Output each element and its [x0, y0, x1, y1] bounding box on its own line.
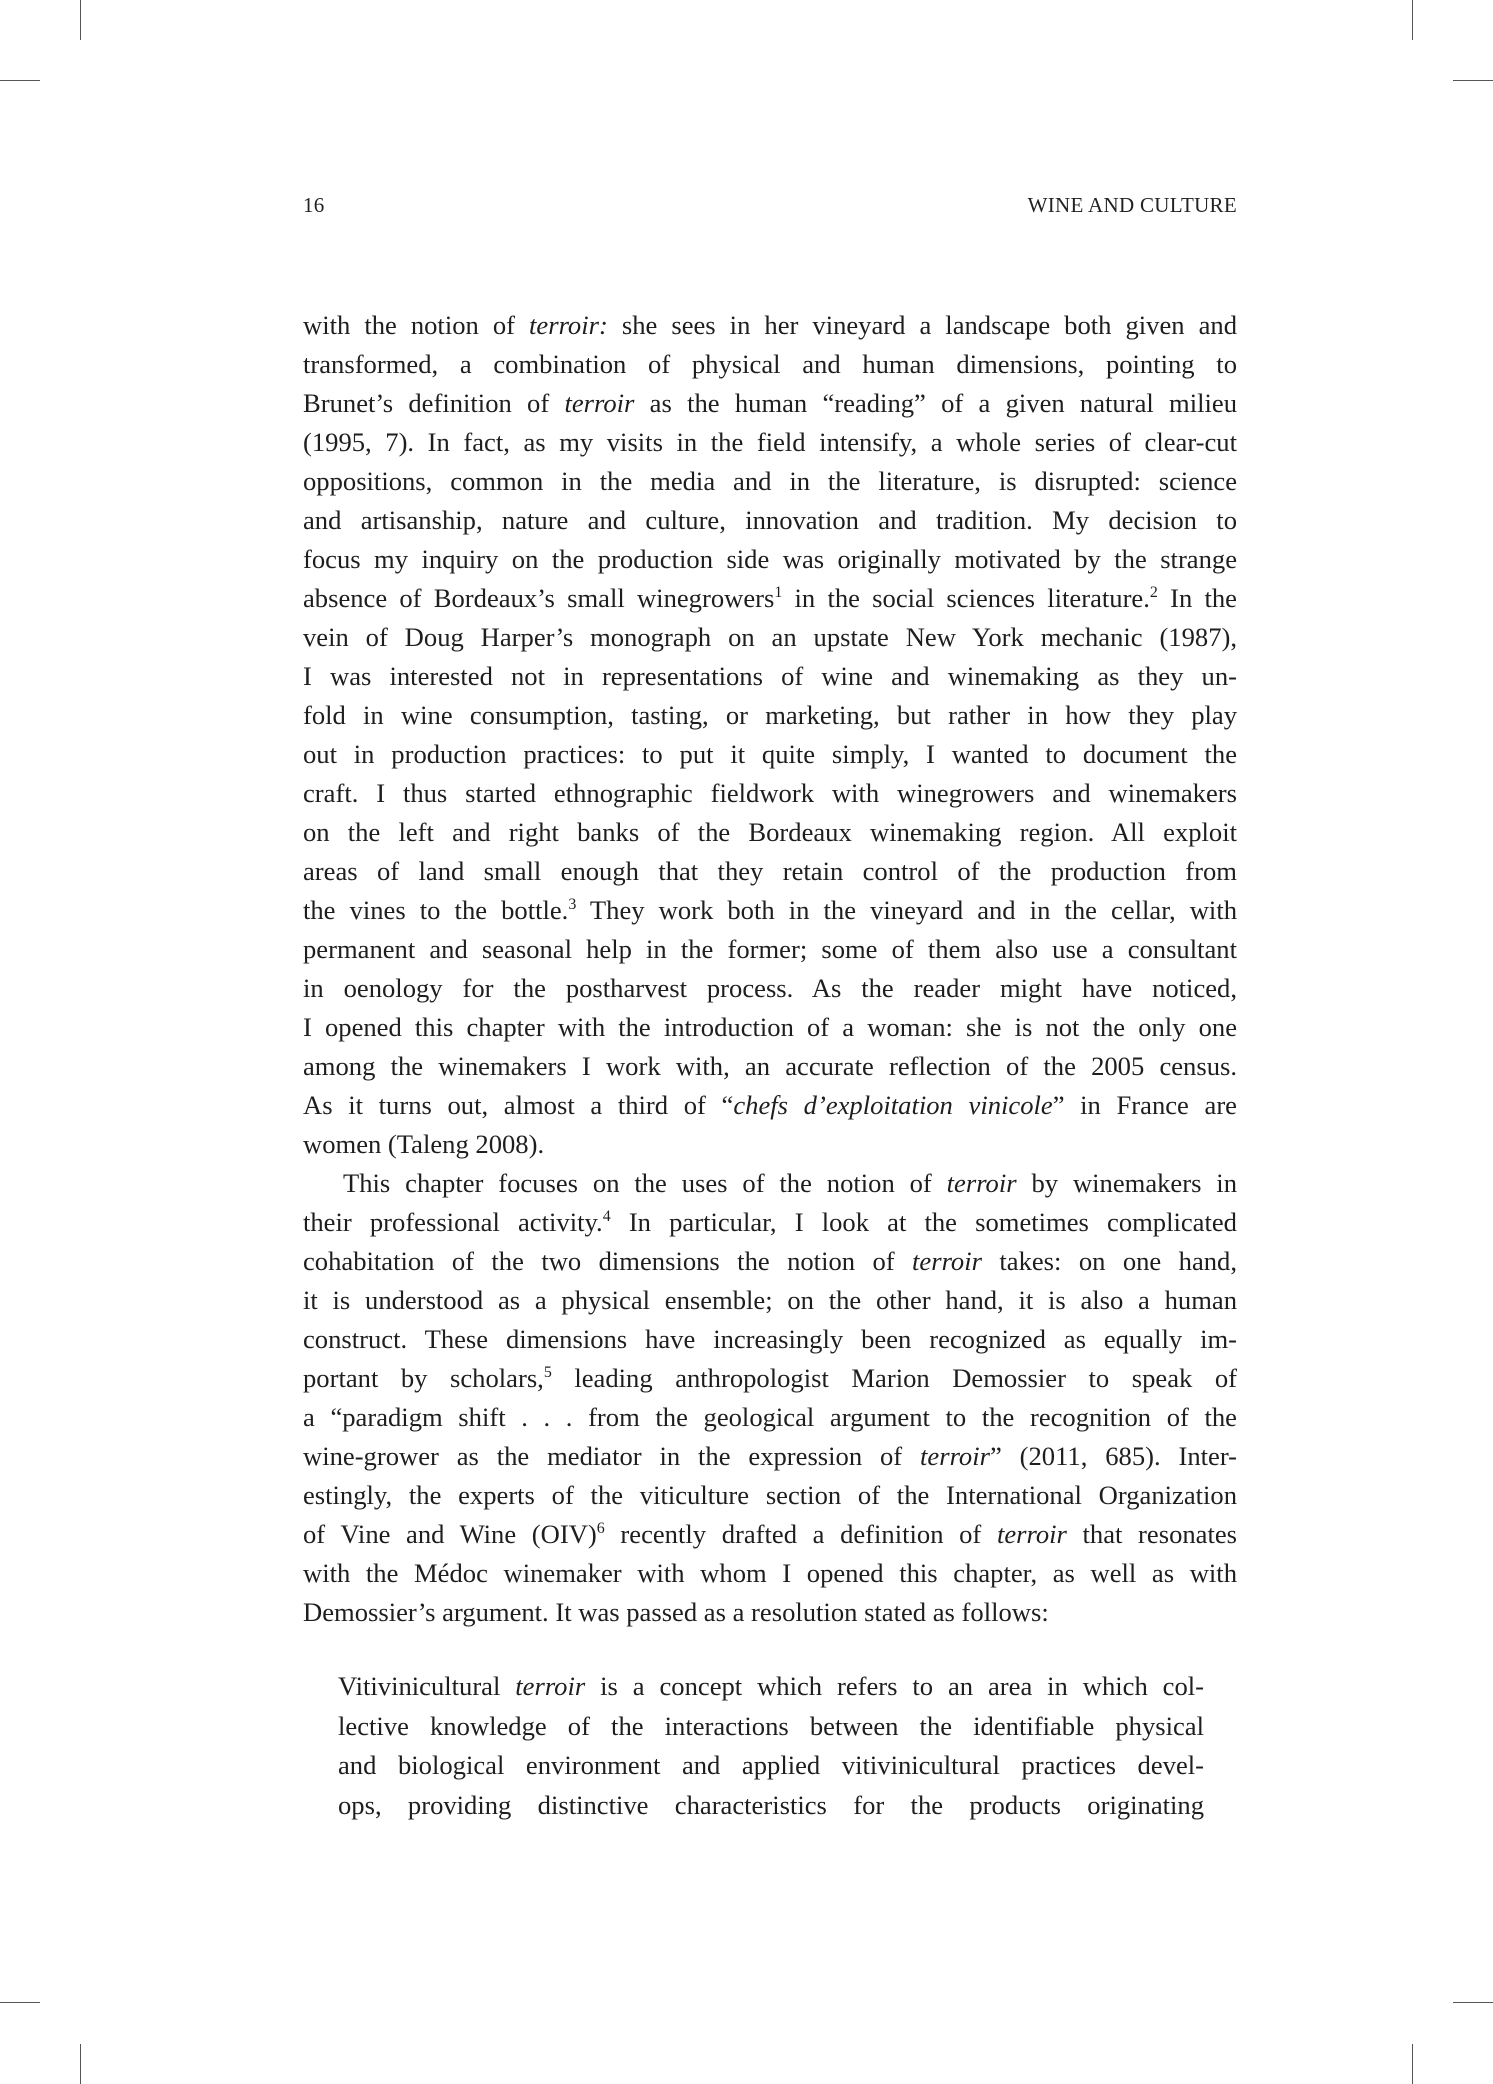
- text-line: [338, 1667, 1204, 1707]
- text-span: permanent and seasonal help in the former; some of them also use a consultant: [303, 934, 1237, 964]
- text-line: [303, 1554, 1237, 1593]
- text-line: [303, 891, 1237, 930]
- text-span: craft. I thus started ethnographic fieldwork with winegrowers and winemakers: [303, 778, 1237, 808]
- text-line: [303, 462, 1237, 501]
- crop-mark-top-left: [80, 0, 81, 40]
- text-span: fold in wine consumption, tasting, or marketing, but rather in how they play: [303, 700, 1237, 730]
- text-line: [303, 1476, 1237, 1515]
- text-span: by winemakers in: [1016, 1168, 1237, 1198]
- footnote-ref: 4: [602, 1208, 611, 1226]
- text-span: in oenology for the postharvest process. As the reader might have noticed,: [303, 973, 1237, 1003]
- text-span: estingly, the experts of the viticulture section of the International Organization: [303, 1480, 1237, 1510]
- text-line: [303, 930, 1237, 969]
- text-span: In the: [1157, 583, 1237, 613]
- footnote-ref: 2: [1149, 584, 1158, 602]
- text-span: their professional activity.: [303, 1207, 603, 1237]
- text-line: [303, 657, 1237, 696]
- text-span: As it turns out, almost a third of “: [303, 1090, 734, 1120]
- text-line: [338, 1707, 1204, 1747]
- text-span: I was interested not in representations of wine and winemaking as they un-: [303, 661, 1237, 691]
- text-line: [303, 1320, 1237, 1359]
- text-span: out in production practices: to put it quite simply, I wanted to document the: [303, 739, 1237, 769]
- italic-span: terroir: [920, 1441, 990, 1471]
- text-span: cohabitation of the two dimensions the notion of: [303, 1246, 913, 1276]
- text-span: in the social sciences literature.: [782, 583, 1150, 613]
- text-span: with the notion of: [303, 310, 530, 340]
- text-span: and biological environment and applied vitivinicultural practices devel-: [338, 1750, 1204, 1780]
- text-line: [303, 1164, 1237, 1203]
- text-line: [303, 1281, 1237, 1320]
- italic-span: terroir: [515, 1671, 586, 1701]
- text-line: [303, 852, 1237, 891]
- text-line: [303, 501, 1237, 540]
- italic-span: terroir: [912, 1246, 982, 1276]
- text-line: [303, 1593, 1237, 1632]
- italic-span: chefs d’exploitation vinicole: [733, 1090, 1053, 1120]
- footnote-ref: 5: [543, 1364, 552, 1382]
- text-line: [303, 345, 1237, 384]
- text-line: [303, 696, 1237, 735]
- text-span: and artisanship, nature and culture, innovation and tradition. My decision to: [303, 505, 1237, 535]
- text-span: that resonates: [1066, 1519, 1238, 1549]
- text-span: transformed, a combination of physical and human dimensions, pointing to: [303, 349, 1237, 379]
- text-line: [303, 1359, 1237, 1398]
- text-span: on the left and right banks of the Bordeaux winemaking region. All exploit: [303, 817, 1237, 847]
- text-line: [303, 384, 1237, 423]
- crop-mark-top-right-h: [1453, 80, 1493, 81]
- text-span: vein of Doug Harper’s monograph on an upstate New York mechanic (1987),: [303, 622, 1237, 652]
- text-span: In particular, I look at the sometimes complicated: [610, 1207, 1237, 1237]
- crop-mark-bottom-left: [80, 2044, 81, 2084]
- text-line: [303, 1008, 1237, 1047]
- text-span: wine-grower as the mediator in the expression of: [303, 1441, 921, 1471]
- text-line: [303, 618, 1237, 657]
- text-line: [303, 423, 1237, 462]
- text-line: [303, 1203, 1237, 1242]
- text-line: [303, 813, 1237, 852]
- book-title: WINE AND CULTURE: [1027, 193, 1237, 217]
- page-number: 16: [303, 193, 325, 217]
- italic-span: terroir: [946, 1168, 1017, 1198]
- text-span: areas of land small enough that they retain control of the production from: [303, 856, 1237, 886]
- italic-span: terroir: [996, 1519, 1067, 1549]
- text-span: I opened this chapter with the introduction of a woman: she is not the only one: [303, 1012, 1237, 1042]
- text-span: This chapter focuses on the uses of the notion of: [343, 1168, 947, 1198]
- crop-mark-top-left-h: [0, 80, 40, 81]
- text-span: ” in France are: [1052, 1090, 1237, 1120]
- text-span: (1995, 7). In fact, as my visits in the field intensify, a whole series of clear-cut: [303, 427, 1237, 457]
- text-span: among the winemakers I work with, an accurate reflection of the 2005 census.: [303, 1051, 1237, 1081]
- text-span: oppositions, common in the media and in the literature, is disrupted: science: [303, 466, 1237, 496]
- text-span: They work both in the vineyard and in the cellar, with: [576, 895, 1238, 925]
- text-span: recently drafted a definition of: [604, 1519, 997, 1549]
- block-quote: [338, 1667, 1204, 1825]
- text-line: [303, 1086, 1237, 1125]
- text-span: it is understood as a physical ensemble; on the other hand, it is also a human: [303, 1285, 1237, 1315]
- text-line: [303, 1515, 1237, 1554]
- text-span: absence of Bordeaux’s small winegrowers: [303, 583, 775, 613]
- text-span: of Vine and Wine (OIV): [303, 1519, 597, 1549]
- text-span: Brunet’s definition of: [303, 388, 565, 418]
- footnote-ref: 6: [596, 1520, 605, 1538]
- paragraph-2: [303, 1164, 1237, 1632]
- footnote-ref: 1: [774, 584, 783, 602]
- text-line: [338, 1746, 1204, 1786]
- text-span: lective knowledge of the interactions between the identifiable physical: [338, 1710, 1204, 1741]
- text-span: is a concept which refers to an area in which col-: [585, 1671, 1204, 1701]
- text-line: [303, 969, 1237, 1008]
- body-text: [303, 306, 1237, 1632]
- crop-mark-bottom-right-h: [1453, 2002, 1493, 2003]
- text-span: the vines to the bottle.: [303, 895, 569, 925]
- italic-span: terroir:: [529, 310, 608, 340]
- text-line: [303, 540, 1237, 579]
- text-span: portant by scholars,: [303, 1363, 544, 1393]
- footnote-ref: 3: [568, 896, 577, 914]
- crop-mark-bottom-right: [1412, 2044, 1413, 2084]
- text-span: Demossier’s argument. It was passed as a resolution stated as follows:: [303, 1597, 1049, 1627]
- text-span: a “paradigm shift . . . from the geological argument to the recognition of the: [303, 1402, 1237, 1432]
- text-span: she sees in her vineyard a landscape both given and: [607, 310, 1238, 340]
- text-span: leading anthropologist Marion Demossier to speak of: [551, 1363, 1238, 1393]
- crop-mark-bottom-left-h: [0, 2002, 40, 2003]
- text-line: [303, 1398, 1237, 1437]
- text-span: construct. These dimensions have increasingly been recognized as equally im-: [303, 1324, 1237, 1354]
- crop-mark-top-right: [1412, 0, 1413, 40]
- text-line: [338, 1786, 1204, 1826]
- italic-span: terroir: [564, 388, 635, 418]
- text-span: as the human “reading” of a given natural milieu: [634, 388, 1237, 418]
- text-line: [303, 1047, 1237, 1086]
- text-line: [303, 1242, 1237, 1281]
- text-span: ops, providing distinctive characteristics for the products originating: [338, 1789, 1204, 1820]
- text-span: takes: on one hand,: [981, 1246, 1237, 1276]
- paragraph-1: [303, 306, 1237, 1164]
- text-line: [303, 306, 1237, 345]
- text-span: ” (2011, 685). Inter-: [989, 1441, 1238, 1471]
- text-span: focus my inquiry on the production side was originally motivated by the strange: [303, 544, 1237, 574]
- text-span: Vitivinicultural: [338, 1671, 516, 1701]
- text-line: [303, 579, 1237, 618]
- text-line: [303, 1437, 1237, 1476]
- text-span: with the Médoc winemaker with whom I opened this chapter, as well as with: [303, 1558, 1237, 1588]
- text-line: [303, 735, 1237, 774]
- text-span: women (Taleng 2008).: [303, 1129, 545, 1159]
- text-line: [303, 774, 1237, 813]
- text-line: [303, 1125, 1237, 1164]
